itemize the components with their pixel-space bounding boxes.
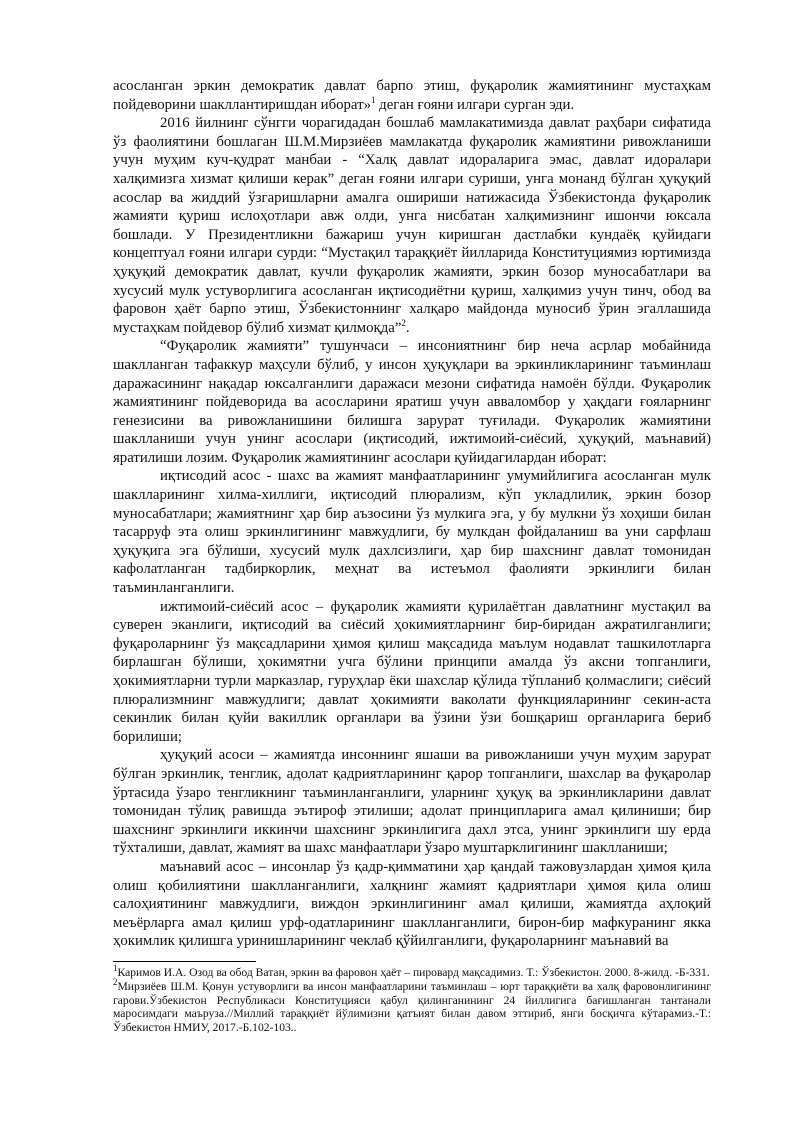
paragraph-1: асосланган эркин демократик давлат барпо этиш, фуқаролик жамиятининг мустаҳкам пойдеворини шакллантиришдан иборат»$^1$ деган ғояни илгари сурган эди. (113, 78, 711, 113)
paragraph-2: 2016 йилнинг сўнгги чорагидадан бошлаб мамлакатимизда давлат раҳбари сифатида ўз фаолиятини бошлаган Ш.М.Мирзиёев мамлакатда фуқаролик жамиятини ривожланиши учун муҳим куч-қудрат манбаи - “Халқ давлат идораларига эмас, давлат идоралари халқимизга хизмат қилиши керак” деган ғояни илгари суриши, унга монанд бўлган ҳуқуқий асослар ва жиддий ўзгаришларни амалга ошириши натижасида Ўзбекистонда фуқаролик жамияти қуриш ислоҳотлари авж олди, унга нисбатан халқимизнинг ишончи юксала бошлади. У Президентликни бажариш учун киришган дастлабки кундаёқ қуйидаги концептуал ғояни илгари сурди: “Мустақил тараққиёт йилларида Конституциямиз юртимизда ҳуқуқий демократик давлат, кучли фуқаролик жамияти, эркин бозор муносабатлари ва хусусий мулк устуворлигига асосланган иқтисодиётни қуриш, халқимиз учун тинч, обод ва фаровон ҳаёт барпо этиш, Ўзбекистоннинг халқаро майдонда муносиб ўрин эгаллашида мустаҳкам пойдевор бўлиб хизмат қилмоқда”$^2$. (113, 115, 711, 336)
footnote-divider (113, 961, 256, 962)
footnote-2: $^2$Мирзиёев Ш.М. Қонун устуворлиги ва инсон манфаатларини таъминлаш – юрт тараққиёти ва халқ фаровонлигининг гарови.Ўзбекистон Республикаси Конституцияси қабул қилинганининг 24 йиллигига бағишланган тантанали маросимдаги маъруза.//Миллий тараққиёт йўлимизни қатъият билан давом эттириб, янги босқичга кўтарамиз.-Т.: Ўзбекистон НМИУ, 2017.-Б.102-103.. (113, 977, 711, 1034)
paragraph-spiritual-basis: маънавий асос – инсонлар ўз қадр-қимматини ҳар қандай тажовузлардан ҳимоя қила олиш қобилиятини шаклланганлиги, халқнинг жамият қадриятлари ҳимоя қила олиш салоҳиятининг мавжудлиги, виждон эркинлигининг амал қилиши, жамиятда аҳлоқий меъёрларга амал қилиш урф-одатларининг шаклланганлиги, бирон-бир мафкуранинг якка ҳокимлик қилишга уринишларининг чеклаб қўйилганлиги, фуқароларнинг маънавий ва (113, 858, 711, 950)
paragraph-sociopolitical-basis: ижтимоий-сиёсий асос – фуқаролик жамияти қурилаётган давлатнинг мустақил ва суверен эканлиги, иқтисодий ва сиёсий ҳокимиятларнинг бир-биридан ажратилганлиги; фуқароларнинг ўз мақсадларини ҳимоя қилиш мақсадида маълум нодавлат ташкилотларга бирлашган бўлиши, ҳокимятни учга бўлини принципи амалда ўз аксни топганлиги, ҳокимиятларни турли марказлар, гуруҳлар ёки шахслар қўлида тўпланиб қолмаслиги; сиёсий плюрализмнинг мавжудлиги; давлат ҳокимияти ваколати функцияларининг секин-аста секинлик билан қуйи вакиллик органлари ва ўзини ўзи бошқариш органларига бериб борилиши; (113, 598, 711, 745)
footnote-1: $^1$Каримов И.А. Озод ва обод Ватан, эркин ва фаровон ҳаёт – пировард мақсадимиз. Т.: Ўзбекистон. 2000. 8-жилд. -Б-331. (113, 963, 710, 979)
footnote-ref-2[interactable]: 2 (401, 317, 406, 328)
document-page (113, 77, 711, 1035)
paragraph-economic-basis: иқтисодий асос - шахс ва жамият манфаатларининг умумийлигига асосланган мулк шаклларининг хилма-хиллиги, иқтисодий плюрализм, кўп укладлилик, эркин бозор муносабатлари; жамиятнинг ҳар бир аъзосини ўз мулкига эга, у бу мулкни ўз хоҳиши билан тасарруф эта олиш эркинлигининг мавжудлиги, бу мулкдан фойдаланиш ва уни сарфлаш ҳуқуқига эга бўлиши, хусусий мулк дахлсизлиги, ҳар бир шахснинг давлат томонидан кафолатланган тадбиркорлик, меҳнат ва истеъмол фаолияти эркинлиги билан таъминланганлиги. (113, 468, 711, 597)
footnote-ref-1[interactable]: 1 (370, 94, 376, 105)
footnotes (113, 963, 711, 1034)
paragraph-legal-basis: ҳуқуқий асоси – жамиятда инсоннинг яшаши ва ривожланиши учун муҳим зарурат бўлган эркинлик, тенглик, адолат қадриятларининг қарор топганлиги, шахслар ва фуқаролар ўртасида ўзаро тенгликнинг таъминланганлиги, уларнинг ҳуқуқ ва эркинликларини давлат томонидан тўлиқ равишда эътироф этилиши; адолат принципларига амал қилиниши; бир шахснинг эркинлиги иккинчи шахснинг эркинлигига дахл этса, унинг эркинлиги шу ерда тўхталиши, давлат, жамият ва шахс манфаатлари ўзаро муштарклигининг шаклланиши; (113, 747, 711, 857)
paragraph-3: “Фуқаролик жамияти” тушунчаси – инсониятнинг бир неча асрлар мобайнида шаклланган тафаккур маҳсули бўлиб, у инсон ҳуқуқлари ва эркинликларининг таъминлаш даражасининг нақадар юксалганлиги даражаси мезони сифатида намоён бўлди. Фуқаролик жамиятининг пойдеворида ва асосларини яратиш учун авваломбор у ҳақдаги ғояларнинг генезисини ва ривожланишини билишга зарурат туғилади. Фуқаролик жамиятини шаклланиши учун унинг асослари (иқтисодий, ижтимоий-сиёсий, ҳуқуқий, маънавий) яратилиши лозим. Фуқаролик жамиятининг асослари қуйидагилардан иборат: (113, 338, 711, 466)
